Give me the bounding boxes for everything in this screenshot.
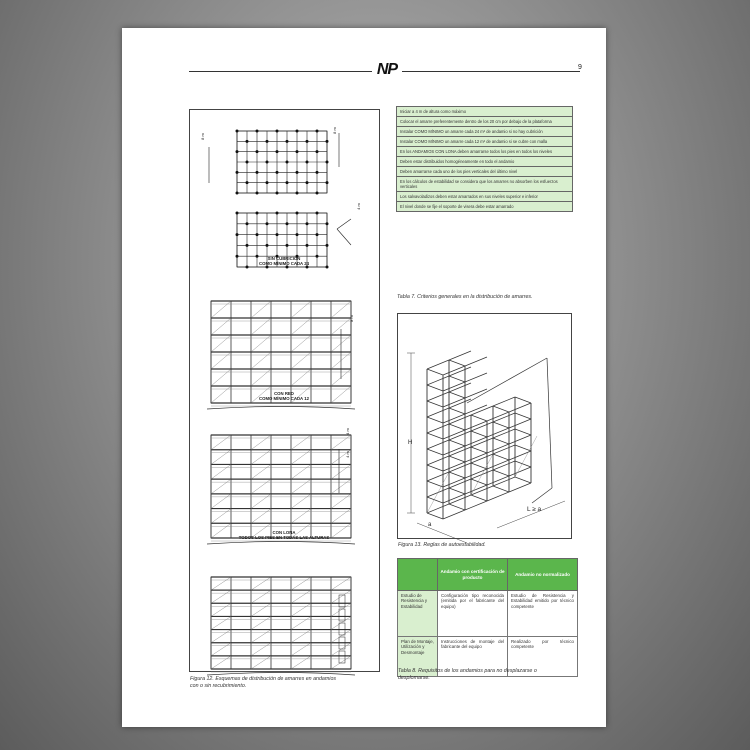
scaffold-brace xyxy=(331,656,351,669)
anchor-dot xyxy=(316,130,319,133)
scaffold-ledger xyxy=(449,376,465,382)
scaffold-brace xyxy=(251,509,271,524)
scaffold-ledger xyxy=(427,369,443,375)
scaffold-brace xyxy=(291,335,311,352)
table-row xyxy=(397,147,573,157)
anchor-dot xyxy=(256,171,259,174)
scaffold-brace xyxy=(331,435,351,450)
scaffold-brace xyxy=(251,450,271,465)
anchor-dot xyxy=(276,192,279,195)
scaffold-brace xyxy=(331,494,351,509)
scaffold-brace xyxy=(251,464,271,479)
dim-label: 4 m xyxy=(355,203,361,210)
dim-box xyxy=(339,651,345,663)
scaffold-ledger xyxy=(471,415,487,421)
scaffold-brace xyxy=(291,479,311,494)
anchor-dot xyxy=(256,150,259,153)
section-1-title: SIN CUBRICIÓN COMO MÍNIMO CADA 24 xyxy=(259,256,309,266)
table-row xyxy=(397,137,573,147)
scaffold-ledger xyxy=(493,470,509,476)
scaffold-brace xyxy=(291,494,311,509)
anchor-dot xyxy=(236,192,239,195)
scaffold-ledger xyxy=(493,397,515,406)
scaffold-brace xyxy=(251,301,271,318)
scaffold-brace xyxy=(251,352,271,369)
table-row xyxy=(397,177,573,192)
anchor-dot xyxy=(296,171,299,174)
scaffold-brace xyxy=(211,450,231,465)
figure-12-caption: Figura 12. Esquemas de distribución de amarres en andamios con o sin recubrimiento. xyxy=(190,676,337,689)
scaffold-ledger xyxy=(449,351,471,360)
scaffold-elevation-3 xyxy=(211,577,351,669)
dim-label: 8 m xyxy=(199,133,205,140)
scaffold-ledger xyxy=(427,449,443,455)
np-logo: NP xyxy=(372,61,402,79)
ground-line xyxy=(207,542,355,545)
table-row xyxy=(397,202,573,212)
anchor-dot xyxy=(286,140,289,143)
table-8-row-label: Plan de Montaje, Utilización y Desmontaje xyxy=(398,637,438,677)
table-row xyxy=(397,117,573,127)
scaffold-brace xyxy=(211,335,231,352)
anchor-dot xyxy=(246,181,249,184)
figure-13-drawing xyxy=(397,313,572,539)
scaffold-brace xyxy=(251,494,271,509)
scaffold-ledger xyxy=(509,483,531,492)
scaffold-ledger xyxy=(471,463,487,469)
scaffold-ledger xyxy=(449,360,465,366)
table-8-cell-non-standard: Realizado por técnico competente xyxy=(508,637,578,677)
scaffold-ledger xyxy=(449,440,465,446)
scaffold-brace xyxy=(251,577,271,590)
scaffold-ledger xyxy=(465,501,487,510)
scaffold-ledger xyxy=(515,477,531,483)
scaffold-brace xyxy=(331,603,351,616)
scaffold-ledger xyxy=(449,408,465,414)
stabilizer xyxy=(547,358,552,488)
scaffold-ledger xyxy=(427,376,449,385)
scaffold-brace xyxy=(331,643,351,656)
scaffold-brace xyxy=(211,643,231,656)
table-8-header-non-standard: Andamio no normalizado xyxy=(508,559,578,591)
scaffold-elevation-2 xyxy=(211,435,351,538)
scaffold-brace xyxy=(331,577,351,590)
anchor-dot xyxy=(276,212,279,215)
anchor-dot xyxy=(296,233,299,236)
scaffold-brace xyxy=(211,479,231,494)
scaffold-ledger xyxy=(443,510,465,519)
scaffold-ledger xyxy=(493,422,509,428)
anchor-dot xyxy=(256,212,259,215)
anchor-dot xyxy=(276,233,279,236)
table-8 xyxy=(397,558,578,677)
scaffold-ledger xyxy=(493,438,509,444)
scaffold-ledger xyxy=(509,419,531,428)
scaffold-ledger xyxy=(427,392,449,401)
scaffold-ledger xyxy=(465,373,487,382)
table-row xyxy=(397,167,573,177)
anchor-dot xyxy=(286,161,289,164)
scaffold-brace xyxy=(331,464,351,479)
table-8-cell-certified: Configuración tipo reconocida (emitida por el fabricante del equipo) xyxy=(438,591,508,637)
scaffold-ledger xyxy=(509,451,531,460)
scaffold-brace xyxy=(291,590,311,603)
page-number: 9 xyxy=(578,64,582,71)
scaffold-ledger xyxy=(427,417,443,423)
scaffold-ledger xyxy=(493,406,509,412)
scaffold-brace xyxy=(211,435,231,450)
scaffold-brace xyxy=(211,630,231,643)
scaffold-brace xyxy=(291,643,311,656)
dim-line xyxy=(417,523,467,543)
scaffold-brace xyxy=(291,656,311,669)
scaffold-ledger xyxy=(449,488,465,494)
scaffold-brace xyxy=(251,318,271,335)
table-7 xyxy=(396,106,573,212)
anchor-dot xyxy=(316,150,319,153)
scaffold-brace xyxy=(291,352,311,369)
anchor-dot xyxy=(296,150,299,153)
scaffold-ledger xyxy=(471,447,487,453)
table-7-cell: En los cálculos de estabilidad se considera que los amarres no absorben los esfuerzos verticales xyxy=(397,177,573,192)
scaffold-brace xyxy=(291,616,311,629)
dim-line xyxy=(337,219,351,229)
anchor-dot xyxy=(286,222,289,225)
scaffold-ledger xyxy=(427,456,449,465)
anchor-dot xyxy=(306,222,309,225)
table-row xyxy=(397,107,573,117)
anchor-dot xyxy=(296,130,299,133)
scaffold-brace xyxy=(211,616,231,629)
scaffold-brace xyxy=(291,577,311,590)
anchor-dot xyxy=(256,192,259,195)
anchor-dot xyxy=(286,244,289,247)
scaffold-brace xyxy=(251,630,271,643)
table-8-header-certified: Andamio con certificación de producto xyxy=(438,559,508,591)
scaffold-brace xyxy=(251,590,271,603)
anchor-dot xyxy=(256,130,259,133)
scaffold-brace xyxy=(211,369,231,386)
anchor-dot xyxy=(276,171,279,174)
anchor-dot xyxy=(316,233,319,236)
anchor-dot xyxy=(306,161,309,164)
scaffold-brace xyxy=(211,577,231,590)
scaffold-ledger xyxy=(427,440,449,449)
table-8-cell-non-standard: Estudio de Resistencia y Estabilidad emitido por técnico competente xyxy=(508,591,578,637)
table-row xyxy=(397,127,573,137)
anchor-dot xyxy=(236,171,239,174)
anchor-dot xyxy=(296,212,299,215)
scaffold-ledger xyxy=(449,424,465,430)
table-8-header-empty xyxy=(398,559,438,591)
table-7-cell: Colocar el amarre preferentemente dentro de los 20 cm por debajo de la plataforma xyxy=(397,117,573,127)
scaffold-ledger xyxy=(427,472,449,481)
scaffold-ledger xyxy=(427,401,443,407)
scaffold-ledger xyxy=(509,403,531,412)
scaffold-ledger xyxy=(493,486,509,492)
scaffold-brace xyxy=(291,464,311,479)
scaffold-brace xyxy=(291,318,311,335)
scaffold-brace xyxy=(211,509,231,524)
table-7-cell: Instalar COMO MÍNIMO un amarre cada 24 m² de andamio si no hay cubrición xyxy=(397,127,573,137)
anchor-dot xyxy=(266,244,269,247)
anchor-dot xyxy=(266,140,269,143)
scaffold-ledger xyxy=(509,467,531,476)
scaffold-brace xyxy=(331,630,351,643)
scaffold-ledger xyxy=(427,360,449,369)
scaffold-brace xyxy=(291,301,311,318)
anchor-dot xyxy=(326,161,329,164)
table-row xyxy=(398,591,578,637)
table-7-cell: Los salvavoladizos deben estar amarrados en sus niveles superior e inferior xyxy=(397,192,573,202)
ground-line xyxy=(207,407,355,410)
label-h: H xyxy=(408,440,413,446)
scaffold-brace xyxy=(211,590,231,603)
section-2-title: CON RED COMO MÍNIMO CADA 12 xyxy=(259,391,309,401)
scaffold-ledger xyxy=(471,431,487,437)
anchor-dot xyxy=(316,192,319,195)
scaffold-brace xyxy=(251,435,271,450)
scaffold-brace xyxy=(331,509,351,524)
scaffold-brace xyxy=(251,603,271,616)
anchor-dot xyxy=(236,233,239,236)
scaffold-ledger xyxy=(515,445,531,451)
anchor-dot xyxy=(276,150,279,153)
anchor-dot xyxy=(246,140,249,143)
table-7-caption: Tabla 7. Criterios generales en la distribución de amarres. xyxy=(397,294,533,300)
dim-box xyxy=(339,595,345,607)
anchor-dot xyxy=(236,212,239,215)
anchor-dot xyxy=(296,192,299,195)
scaffold-ledger xyxy=(427,408,449,417)
scaffold-brace xyxy=(291,435,311,450)
anchor-dot xyxy=(286,181,289,184)
ground-line xyxy=(207,673,355,676)
scaffold-ledger xyxy=(449,392,465,398)
table-7-cell: Instalar COMO MÍNIMO un amarre cada 12 m² de andamio si se cubre con malla xyxy=(397,137,573,147)
anchor-dot xyxy=(326,222,329,225)
dim-label: 4 m xyxy=(344,451,350,458)
anchor-dot xyxy=(326,181,329,184)
scaffold-brace xyxy=(251,656,271,669)
table-row xyxy=(397,157,573,167)
table-7-cell: El nivel donde se fije el soporte de visera debe estar amarrado xyxy=(397,202,573,212)
scaffold-ledger xyxy=(427,385,443,391)
scaffold-brace xyxy=(291,509,311,524)
scaffold-ledger xyxy=(471,495,487,501)
scaffold-brace xyxy=(211,656,231,669)
dim-label: 4 m xyxy=(344,428,350,435)
scaffold-brace xyxy=(331,479,351,494)
scaffold-brace xyxy=(211,494,231,509)
scaffold-ledger xyxy=(487,492,509,501)
label-rule: L ≥ a xyxy=(527,506,542,513)
stabilizer xyxy=(467,358,547,403)
anchor-dot xyxy=(246,244,249,247)
anchor-dot xyxy=(236,130,239,133)
stabilizer xyxy=(532,488,552,503)
scaffold-brace xyxy=(251,643,271,656)
anchor-dot xyxy=(306,181,309,184)
scaffold-brace xyxy=(427,472,449,513)
anchor-dot xyxy=(326,244,329,247)
scaffold-brace xyxy=(291,603,311,616)
table-row xyxy=(397,192,573,202)
dim-label: 8 m xyxy=(331,127,337,134)
document-page xyxy=(122,28,606,727)
scaffold-brace xyxy=(291,450,311,465)
anchor-dot xyxy=(266,181,269,184)
table-7-cell: Deben amarrarse cada uno de los pies verticales del último nivel xyxy=(397,167,573,177)
anchor-dot xyxy=(256,233,259,236)
scaffold-ledger xyxy=(515,413,531,419)
scaffold-ledger xyxy=(427,424,449,433)
scaffold-brace xyxy=(211,318,231,335)
scaffold-ledger xyxy=(509,435,531,444)
anchor-dot xyxy=(246,161,249,164)
scaffold-ledger xyxy=(515,429,531,435)
scaffold-ledger xyxy=(427,481,443,487)
scaffold-ledger xyxy=(427,504,449,513)
scaffold-ledger xyxy=(427,433,443,439)
scaffold-ledger xyxy=(465,357,487,366)
scaffold-brace xyxy=(211,603,231,616)
scaffold-ledger xyxy=(515,397,531,403)
table-7-cell: Deben estar distribuidos homogéneamente en todo el andamio xyxy=(397,157,573,167)
anchor-dot xyxy=(246,222,249,225)
scaffold-brace xyxy=(251,479,271,494)
scaffold-brace xyxy=(211,464,231,479)
table-8-cell-certified: Instrucciones de montaje del fabricante del equipo xyxy=(438,637,508,677)
table-7-cell: En los ANDAMIOS CON LONA deben amarrarse todos los pies en todos los niveles xyxy=(397,147,573,157)
anchor-dot xyxy=(266,222,269,225)
scaffold-ledger xyxy=(427,513,443,519)
scaffold-ledger xyxy=(449,504,465,510)
table-8-caption: Tabla 8. Requisitos de los andamios para no desplazarse o desplomarse. xyxy=(398,668,537,681)
anchor-dot xyxy=(306,140,309,143)
scaffold-ledger xyxy=(449,472,465,478)
anchor-dot xyxy=(316,171,319,174)
scaffold-brace xyxy=(251,369,271,386)
table-7-cell: Iniciar a 4 m de altura como máximo xyxy=(397,107,573,117)
scaffold-brace xyxy=(291,630,311,643)
scaffold-brace xyxy=(291,369,311,386)
scaffold-brace xyxy=(211,352,231,369)
anchor-dot xyxy=(326,140,329,143)
dim-line xyxy=(337,229,351,245)
label-a: a xyxy=(428,522,432,528)
scaffold-ledger xyxy=(449,456,465,462)
anchor-dot xyxy=(276,130,279,133)
table-8-header-row xyxy=(398,559,578,591)
anchor-dot xyxy=(306,244,309,247)
scaffold-ledger xyxy=(493,454,509,460)
dim-label: 8 m xyxy=(348,315,354,322)
anchor-dot xyxy=(236,150,239,153)
scaffold-ledger xyxy=(427,465,443,471)
scaffold-brace xyxy=(251,335,271,352)
anchor-dot xyxy=(266,161,269,164)
section-3-title: CON LONA TODOS LOS PIES EN TODAS LAS ALTURAS xyxy=(238,530,330,540)
scaffold-brace xyxy=(331,590,351,603)
scaffold-brace xyxy=(211,301,231,318)
table-8-row-label: Estudio de Resistencia y Estabilidad xyxy=(398,591,438,637)
scaffold-brace xyxy=(251,616,271,629)
figure-13-caption: Figura 13. Reglas de autoestabilidad. xyxy=(398,542,486,548)
anchor-dot xyxy=(316,212,319,215)
